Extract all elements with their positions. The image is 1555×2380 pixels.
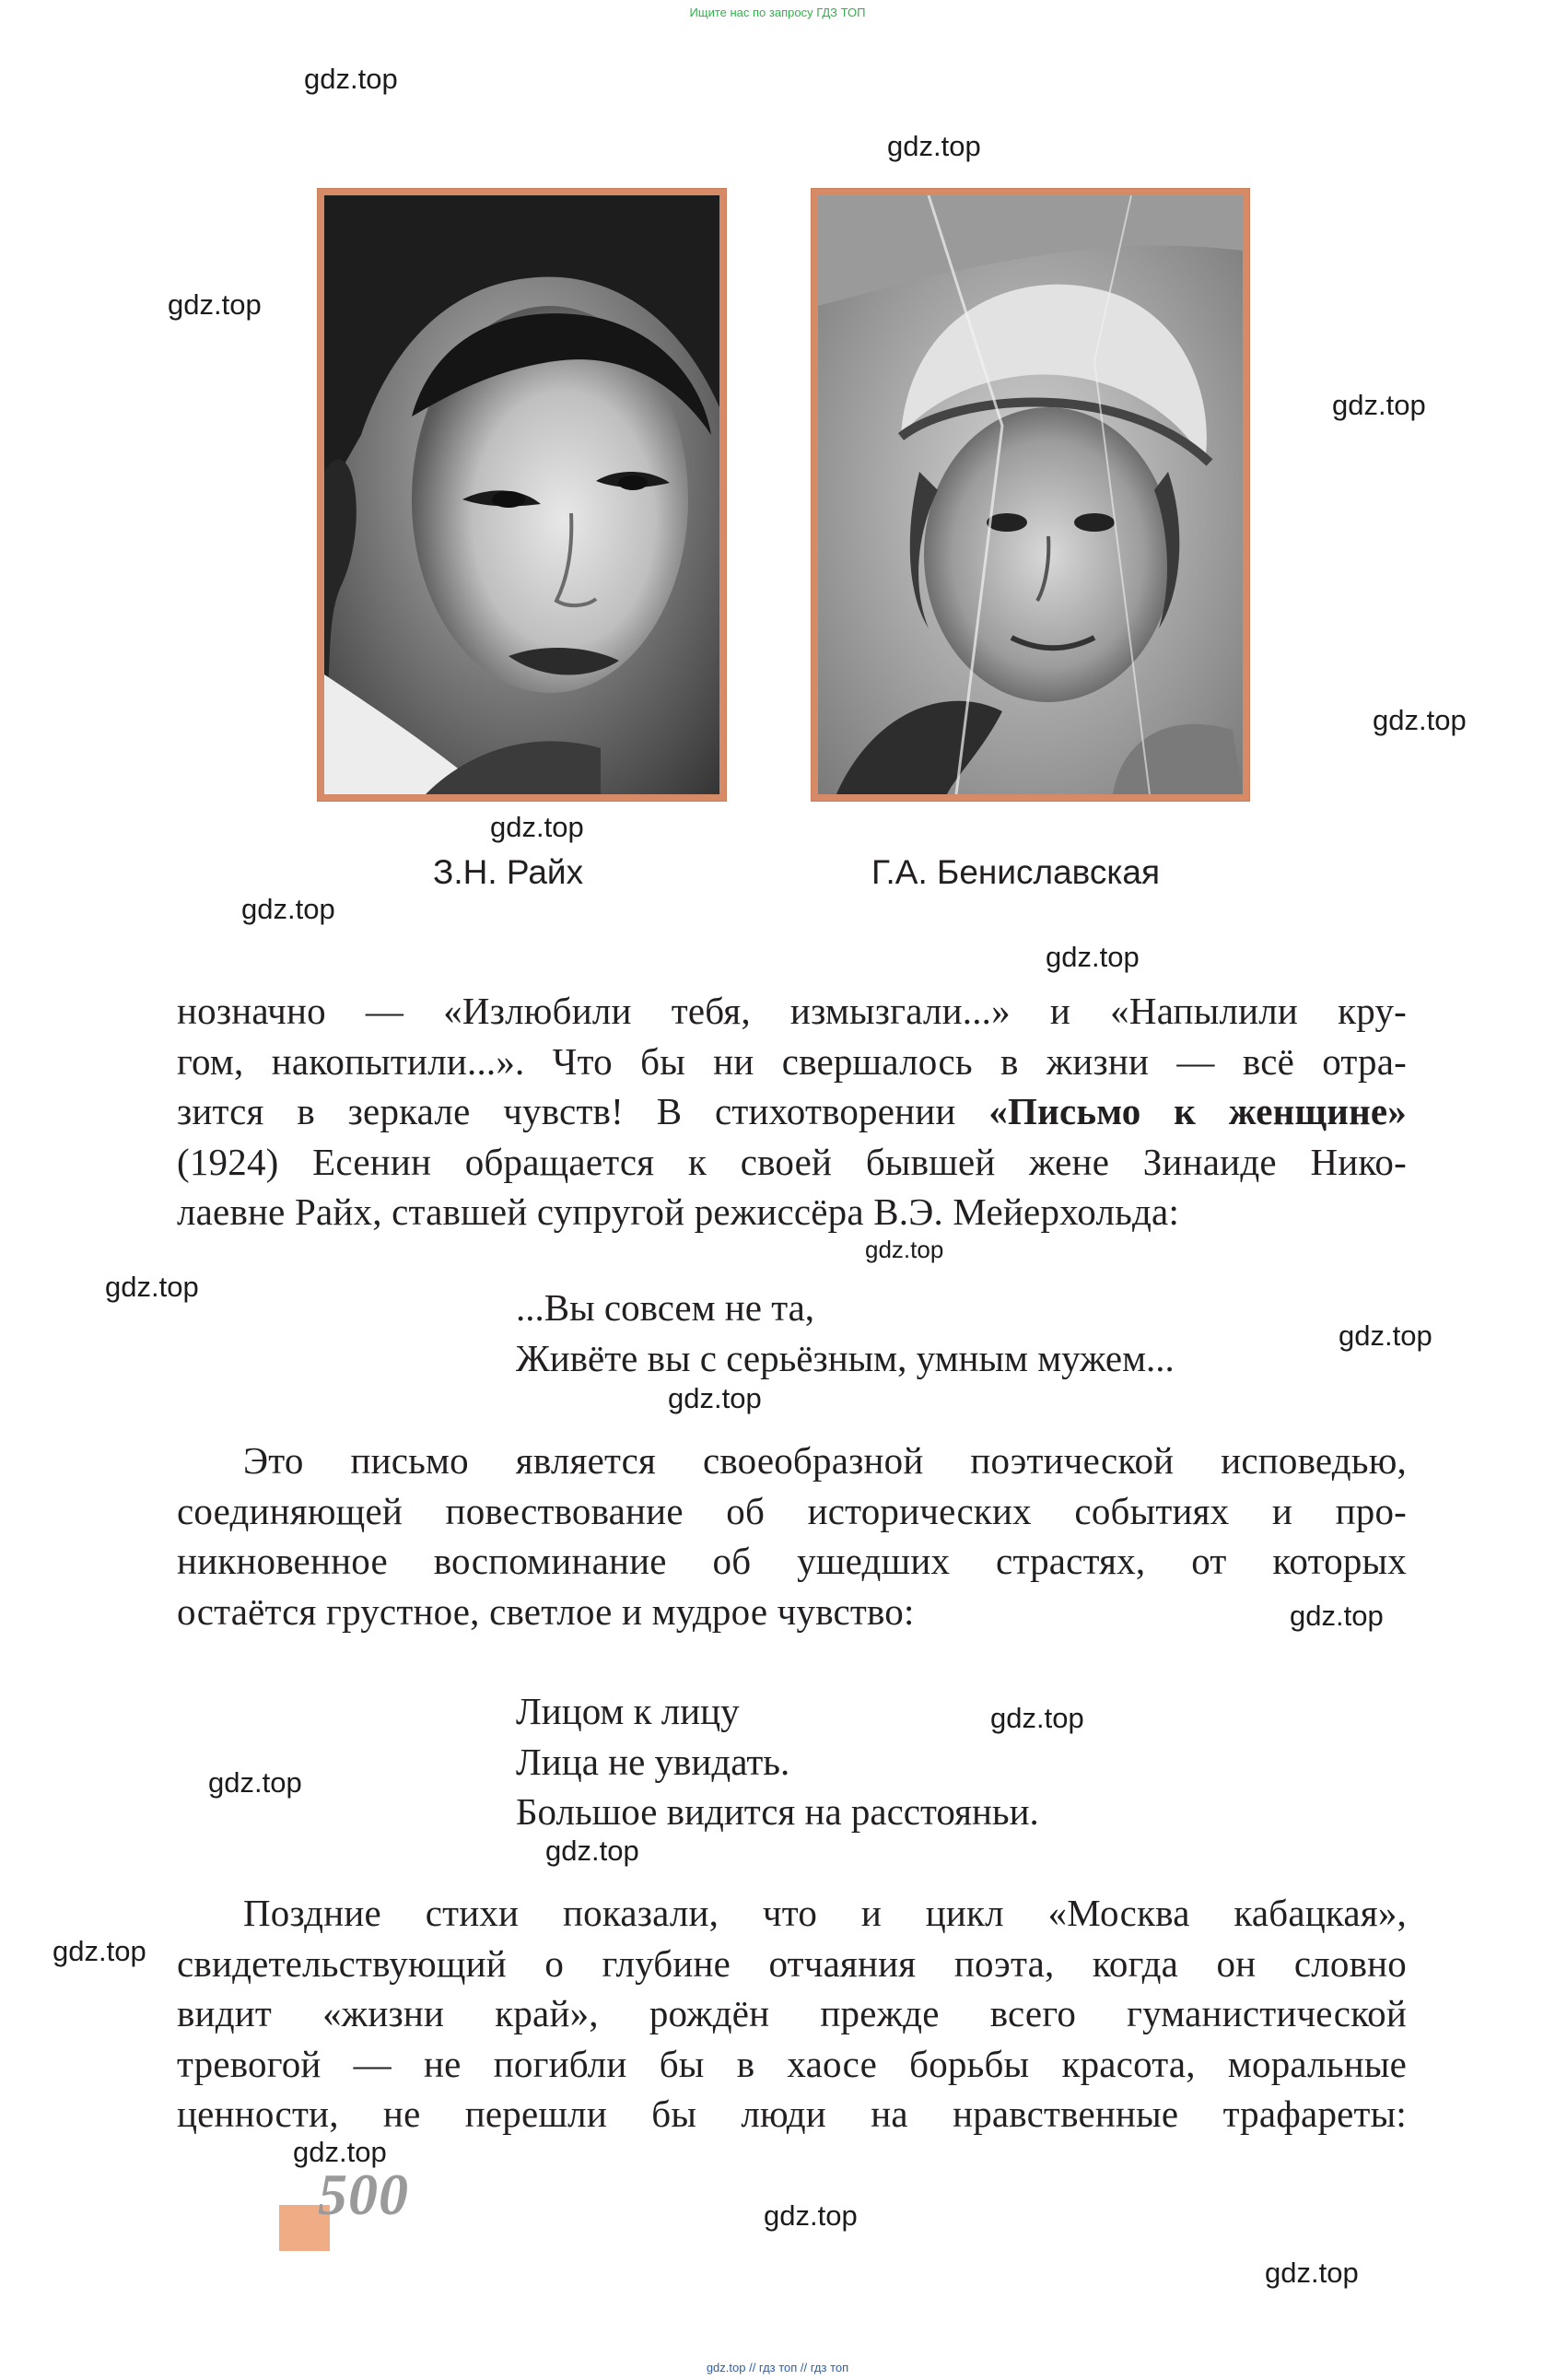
watermark: gdz.top: [865, 1236, 944, 1263]
page-number: 500: [318, 2162, 409, 2227]
text-line: нозначно — «Излюбили тебя, измызгали...» и «Напылили кру-: [177, 990, 1407, 1032]
watermark: gdz.top: [887, 130, 981, 162]
watermark: gdz.top: [668, 1382, 762, 1414]
verse-quote-2: [516, 1686, 1039, 1837]
paragraph-3: [177, 1888, 1407, 2140]
watermark: gdz.top: [990, 1702, 1084, 1734]
text-line: соединяющей повествование об исторических событиях и про-: [177, 1489, 1407, 1532]
verse-line: Большое видится на расстояньи.: [516, 1790, 1039, 1833]
watermark: gdz.top: [1265, 2257, 1359, 2289]
portrait-photo-benislavskaya: [812, 189, 1249, 801]
paragraph-1: [177, 986, 1407, 1237]
text-line: (1924) Есенин обращается к своей бывшей жене Зинаиде Нико-: [177, 1140, 1407, 1183]
portrait-image: [324, 195, 719, 794]
watermark: gdz.top: [545, 1835, 639, 1867]
verse-line: Лицом к лицу: [516, 1690, 740, 1732]
portrait-photo-raikh: [318, 189, 726, 801]
watermark: gdz.top: [293, 2136, 387, 2168]
text-line: остаётся грустное, светлое и мудрое чувство:: [177, 1589, 915, 1633]
poem-title: «Письмо к женщине»: [988, 1090, 1407, 1132]
verse-line: ...Вы совсем не та,: [516, 1286, 815, 1329]
search-banner[interactable]: Ищите нас по запросу ГДЗ ТОП: [689, 6, 866, 19]
footer-links[interactable]: gdz.top // гдз топ // гдз топ: [706, 2361, 849, 2374]
verse-quote-1: [516, 1283, 1175, 1383]
text-line: гом, накопытили...». Что бы ни свершалось в жизни — всё отра-: [177, 1039, 1407, 1083]
watermark: gdz.top: [1339, 1319, 1432, 1352]
portrait-image: [818, 195, 1243, 794]
watermark: gdz.top: [1373, 704, 1467, 736]
paragraph-2: [177, 1436, 1407, 1636]
text-line: Это письмо является своеобразной поэтической исповедью,: [243, 1439, 1407, 1482]
watermark: gdz.top: [490, 811, 584, 843]
watermark: gdz.top: [105, 1271, 199, 1303]
photo-caption-raikh: З.Н. Райх: [433, 853, 584, 891]
photo-caption-benislavskaya: Г.А. Бениславская: [871, 853, 1161, 891]
watermark: gdz.top: [53, 1935, 146, 1967]
text-line: Поздние стихи показали, что и цикл «Москва кабацкая»,: [243, 1892, 1407, 1934]
verse-line: Лица не увидать.: [516, 1740, 790, 1783]
watermark: gdz.top: [1332, 389, 1426, 421]
text-line: ценности, не перешли бы люди на нравственные трафареты:: [177, 2093, 1407, 2135]
verse-line: Живёте вы с серьёзным, умным мужем...: [516, 1336, 1175, 1379]
watermark: gdz.top: [1046, 941, 1140, 973]
text-line: тревогой — не погибли бы в хаосе борьбы красота, моральные: [177, 2042, 1407, 2085]
watermark: gdz.top: [208, 1766, 302, 1799]
text-fragment: зится в зеркале чувств! В стихотворении: [177, 1090, 989, 1132]
text-line: никновенное воспоминание об ушедших страстях, от которых: [177, 1540, 1407, 1582]
watermark: gdz.top: [241, 893, 335, 925]
watermark: gdz.top: [168, 288, 262, 321]
text-line: свидетельствующий о глубине отчаяния поэта, когда он словно: [177, 1941, 1407, 1985]
text-line: видит «жизни край», рождён прежде всего гуманистической: [177, 1992, 1407, 2034]
text-line: [177, 1086, 1407, 1137]
watermark: gdz.top: [764, 2199, 858, 2232]
watermark: gdz.top: [304, 63, 398, 95]
text-line: лаевне Райх, ставшей супругой режиссёра В.Э. Мейерхольда:: [177, 1190, 1180, 1233]
watermark: gdz.top: [1290, 1600, 1384, 1632]
